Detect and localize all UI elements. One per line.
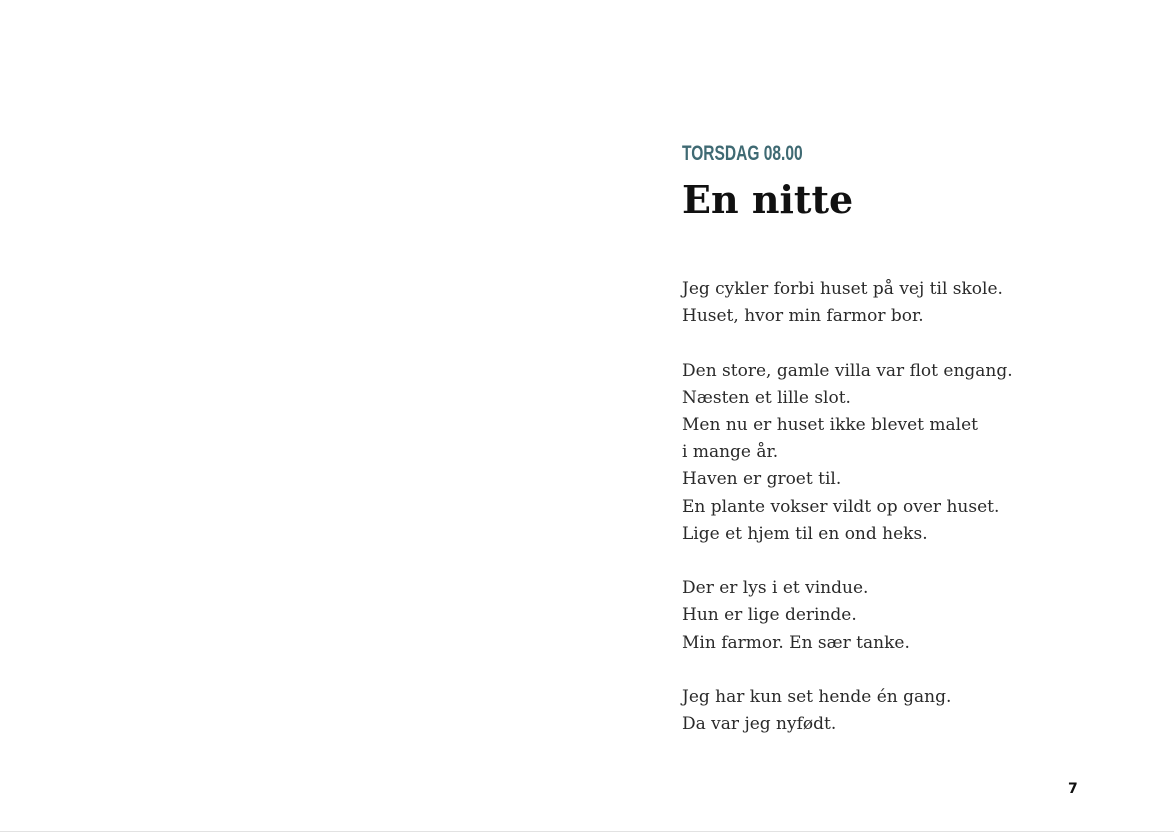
poem-line: Næsten et lille slot.: [682, 387, 851, 408]
poem-body: [682, 276, 1082, 766]
poem-line: En plante vokser vildt op over huset.: [682, 496, 1000, 517]
poem-line: Hun er lige derinde.: [682, 605, 857, 626]
stanza: [682, 684, 1082, 738]
chapter-title: En nitte: [682, 177, 854, 222]
poem-line: Der er lys i et vindue.: [682, 578, 869, 599]
stanza: [682, 575, 1082, 657]
poem-line: Da var jeg nyfødt.: [682, 714, 837, 735]
chapter-time-label: TORSDAG 08.00: [682, 142, 803, 165]
page-number: 7: [1068, 781, 1078, 797]
stanza: [682, 358, 1082, 548]
poem-line: Jeg cykler forbi huset på vej til skole.: [682, 279, 1003, 299]
page-bottom-divider: [0, 831, 1174, 832]
poem-line: Lige et hjem til en ond heks.: [682, 523, 928, 544]
poem-line: Huset, hvor min farmor bor.: [682, 306, 924, 327]
poem-line: Men nu er huset ikke blevet malet: [682, 415, 978, 435]
poem-line: Haven er groet til.: [682, 469, 842, 490]
poem-line: i mange år.: [682, 442, 779, 463]
stanza: [682, 276, 1082, 330]
poem-line: Min farmor. En sær tanke.: [682, 632, 910, 653]
poem-line: Jeg har kun set hende én gang.: [682, 687, 952, 707]
poem-line: Den store, gamle villa var flot engang.: [682, 360, 1013, 381]
